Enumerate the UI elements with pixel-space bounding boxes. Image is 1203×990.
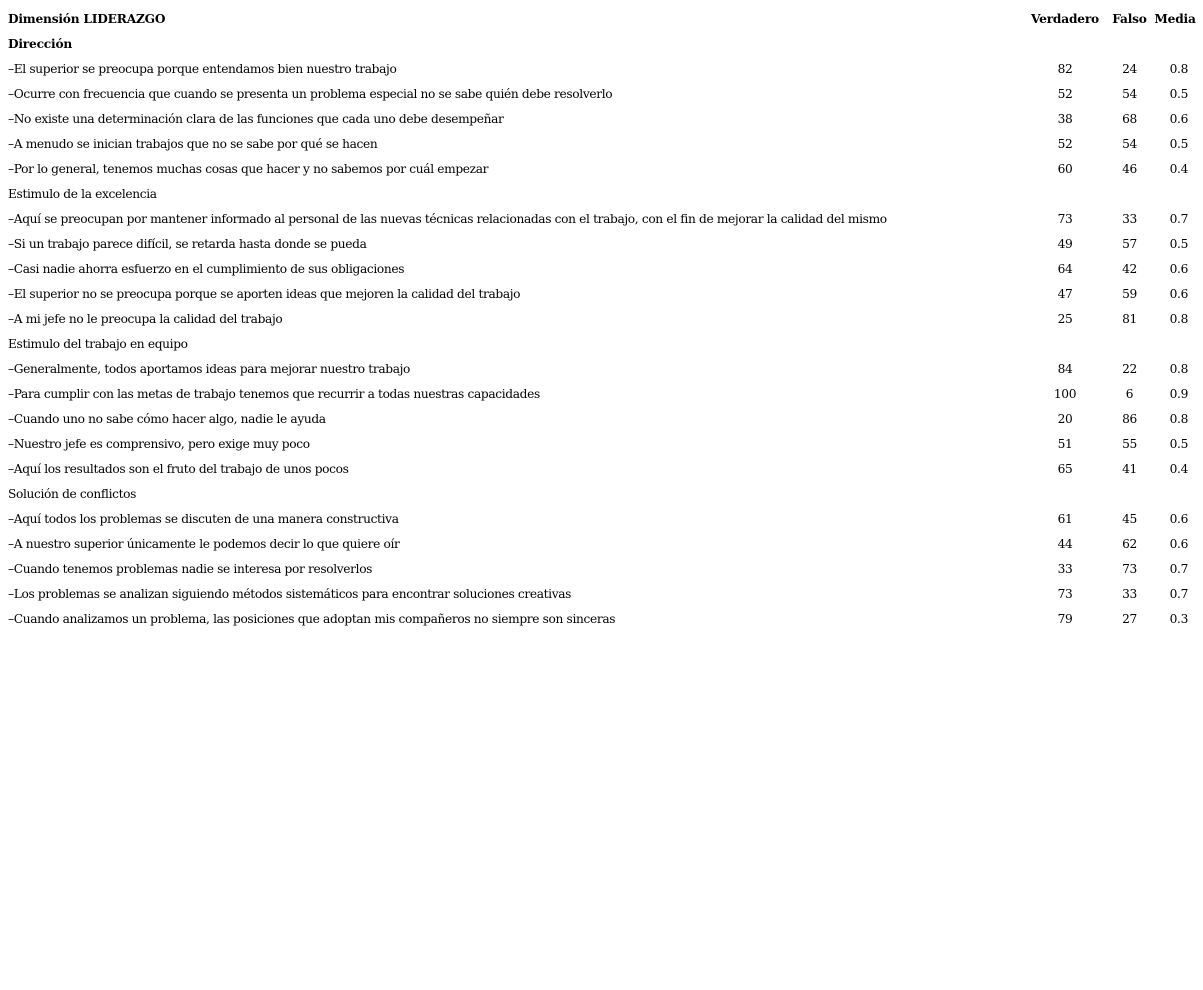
item-text: –Cuando tenemos problemas nadie se interesa por resolverlos: [8, 561, 373, 576]
falso-value: 68: [1122, 111, 1137, 126]
verdadero-value: 52: [1057, 136, 1073, 151]
item-text: –Aquí se preocupan por mantener informado al personal de las nuevas técnicas relacionadas con el trabajo, con el fin de mejorar la calidad del mismo: [8, 211, 887, 226]
table-row: [6, 81, 1198, 106]
header-falso: Falso: [1112, 11, 1147, 26]
item-text: –El superior no se preocupa porque se aporten ideas que mejoren la calidad del trabajo: [8, 286, 521, 301]
falso-value: 46: [1122, 161, 1137, 176]
table-row: [6, 556, 1198, 581]
item-text: –Casi nadie ahorra esfuerzo en el cumplimiento de sus obligaciones: [8, 261, 405, 276]
media-value: 0.5: [1169, 136, 1188, 151]
falso-value: 6: [1125, 386, 1134, 401]
item-text: –Si un trabajo parece difícil, se retarda hasta donde se pueda: [8, 236, 367, 251]
verdadero-value: 61: [1057, 511, 1073, 526]
verdadero-value: 52: [1057, 86, 1073, 101]
media-value: 0.3: [1169, 611, 1188, 626]
media-value: 0.7: [1169, 561, 1188, 576]
media-value: 0.6: [1169, 261, 1188, 276]
media-value: 0.6: [1169, 536, 1188, 551]
section-title: Dirección: [8, 36, 73, 51]
item-text: –Aquí todos los problemas se discuten de una manera constructiva: [8, 511, 399, 526]
media-value: 0.7: [1169, 586, 1188, 601]
media-value: 0.4: [1169, 161, 1188, 176]
table-row: [6, 206, 1198, 231]
item-text: –No existe una determinación clara de las funciones que cada uno debe desempeñar: [8, 111, 504, 126]
falso-value: 81: [1122, 311, 1137, 326]
falso-value: 42: [1122, 261, 1137, 276]
falso-value: 73: [1122, 561, 1137, 576]
verdadero-value: 73: [1057, 586, 1073, 601]
falso-value: 55: [1122, 436, 1137, 451]
media-value: 0.8: [1169, 61, 1188, 76]
verdadero-value: 44: [1057, 536, 1073, 551]
falso-value: 41: [1122, 461, 1137, 476]
verdadero-value: 33: [1057, 561, 1073, 576]
table-row: [6, 431, 1198, 456]
table-row: [6, 231, 1198, 256]
section-row: [6, 181, 1198, 206]
media-value: 0.9: [1169, 386, 1188, 401]
verdadero-value: 79: [1057, 611, 1073, 626]
table-row: [6, 581, 1198, 606]
falso-value: 33: [1122, 586, 1137, 601]
table-row: [6, 356, 1198, 381]
media-value: 0.4: [1169, 461, 1188, 476]
header-verdadero: Verdadero: [1031, 11, 1099, 26]
verdadero-value: 82: [1057, 61, 1073, 76]
verdadero-value: 100: [1053, 386, 1077, 401]
item-text: –Ocurre con frecuencia que cuando se presenta un problema especial no se sabe quién debe resolverlo: [8, 86, 613, 101]
falso-value: 54: [1122, 136, 1137, 151]
table-body: [6, 31, 1198, 631]
media-value: 0.6: [1169, 111, 1188, 126]
section-row: [6, 31, 1198, 56]
verdadero-value: 47: [1057, 286, 1073, 301]
falso-value: 62: [1122, 536, 1137, 551]
table-row: [6, 56, 1198, 81]
item-text: –Generalmente, todos aportamos ideas para mejorar nuestro trabajo: [8, 361, 411, 376]
table-row: [6, 381, 1198, 406]
falso-value: 24: [1122, 61, 1137, 76]
media-value: 0.5: [1169, 86, 1188, 101]
falso-value: 54: [1122, 86, 1137, 101]
section-title: Solución de conflictos: [8, 486, 137, 501]
verdadero-value: 64: [1057, 261, 1073, 276]
verdadero-value: 73: [1057, 211, 1073, 226]
table-row: [6, 506, 1198, 531]
table-row: [6, 306, 1198, 331]
verdadero-value: 84: [1057, 361, 1073, 376]
section-row: [6, 481, 1198, 506]
item-text: –A nuestro superior únicamente le podemos decir lo que quiere oír: [8, 536, 400, 551]
section-row: [6, 331, 1198, 356]
falso-value: 27: [1122, 611, 1137, 626]
table-row: [6, 531, 1198, 556]
verdadero-value: 49: [1057, 236, 1073, 251]
header-dimension: Dimensión LIDERAZGO: [8, 11, 166, 26]
media-value: 0.8: [1169, 311, 1188, 326]
falso-value: 59: [1122, 286, 1137, 301]
media-value: 0.7: [1169, 211, 1188, 226]
media-value: 0.6: [1169, 511, 1188, 526]
leadership-survey-table: [6, 6, 1198, 631]
table-row: [6, 106, 1198, 131]
table-row: [6, 281, 1198, 306]
falso-value: 86: [1122, 411, 1137, 426]
section-title: Estimulo de la excelencia: [8, 186, 157, 201]
verdadero-value: 60: [1057, 161, 1073, 176]
verdadero-value: 65: [1057, 461, 1073, 476]
item-text: –Nuestro jefe es comprensivo, pero exige muy poco: [8, 436, 310, 451]
item-text: –Por lo general, tenemos muchas cosas que hacer y no sabemos por cuál empezar: [8, 161, 489, 176]
item-text: –El superior se preocupa porque entendamos bien nuestro trabajo: [8, 61, 397, 76]
media-value: 0.6: [1169, 286, 1188, 301]
item-text: –A mi jefe no le preocupa la calidad del trabajo: [8, 311, 283, 326]
falso-value: 45: [1122, 511, 1137, 526]
verdadero-value: 20: [1057, 411, 1073, 426]
header-media: Media: [1154, 11, 1196, 26]
media-value: 0.5: [1169, 436, 1188, 451]
media-value: 0.5: [1169, 236, 1188, 251]
falso-value: 57: [1122, 236, 1137, 251]
item-text: –Para cumplir con las metas de trabajo tenemos que recurrir a todas nuestras capacidades: [8, 386, 540, 401]
section-title: Estimulo del trabajo en equipo: [8, 336, 188, 351]
media-value: 0.8: [1169, 411, 1188, 426]
table-row: [6, 406, 1198, 431]
item-text: –A menudo se inician trabajos que no se sabe por qué se hacen: [8, 136, 378, 151]
falso-value: 22: [1122, 361, 1137, 376]
verdadero-value: 38: [1057, 111, 1073, 126]
item-text: –Los problemas se analizan siguiendo métodos sistemáticos para encontrar soluciones creativas: [8, 586, 572, 601]
falso-value: 33: [1122, 211, 1137, 226]
header-row: [6, 6, 1198, 31]
verdadero-value: 25: [1057, 311, 1073, 326]
table-row: [6, 156, 1198, 181]
item-text: –Aquí los resultados son el fruto del trabajo de unos pocos: [8, 461, 349, 476]
item-text: –Cuando uno no sabe cómo hacer algo, nadie le ayuda: [8, 411, 326, 426]
table-row: [6, 606, 1198, 631]
verdadero-value: 51: [1057, 436, 1073, 451]
table-row: [6, 131, 1198, 156]
table-row: [6, 256, 1198, 281]
item-text: –Cuando analizamos un problema, las posiciones que adoptan mis compañeros no siempre son sinceras: [8, 611, 616, 626]
table-row: [6, 456, 1198, 481]
media-value: 0.8: [1169, 361, 1188, 376]
